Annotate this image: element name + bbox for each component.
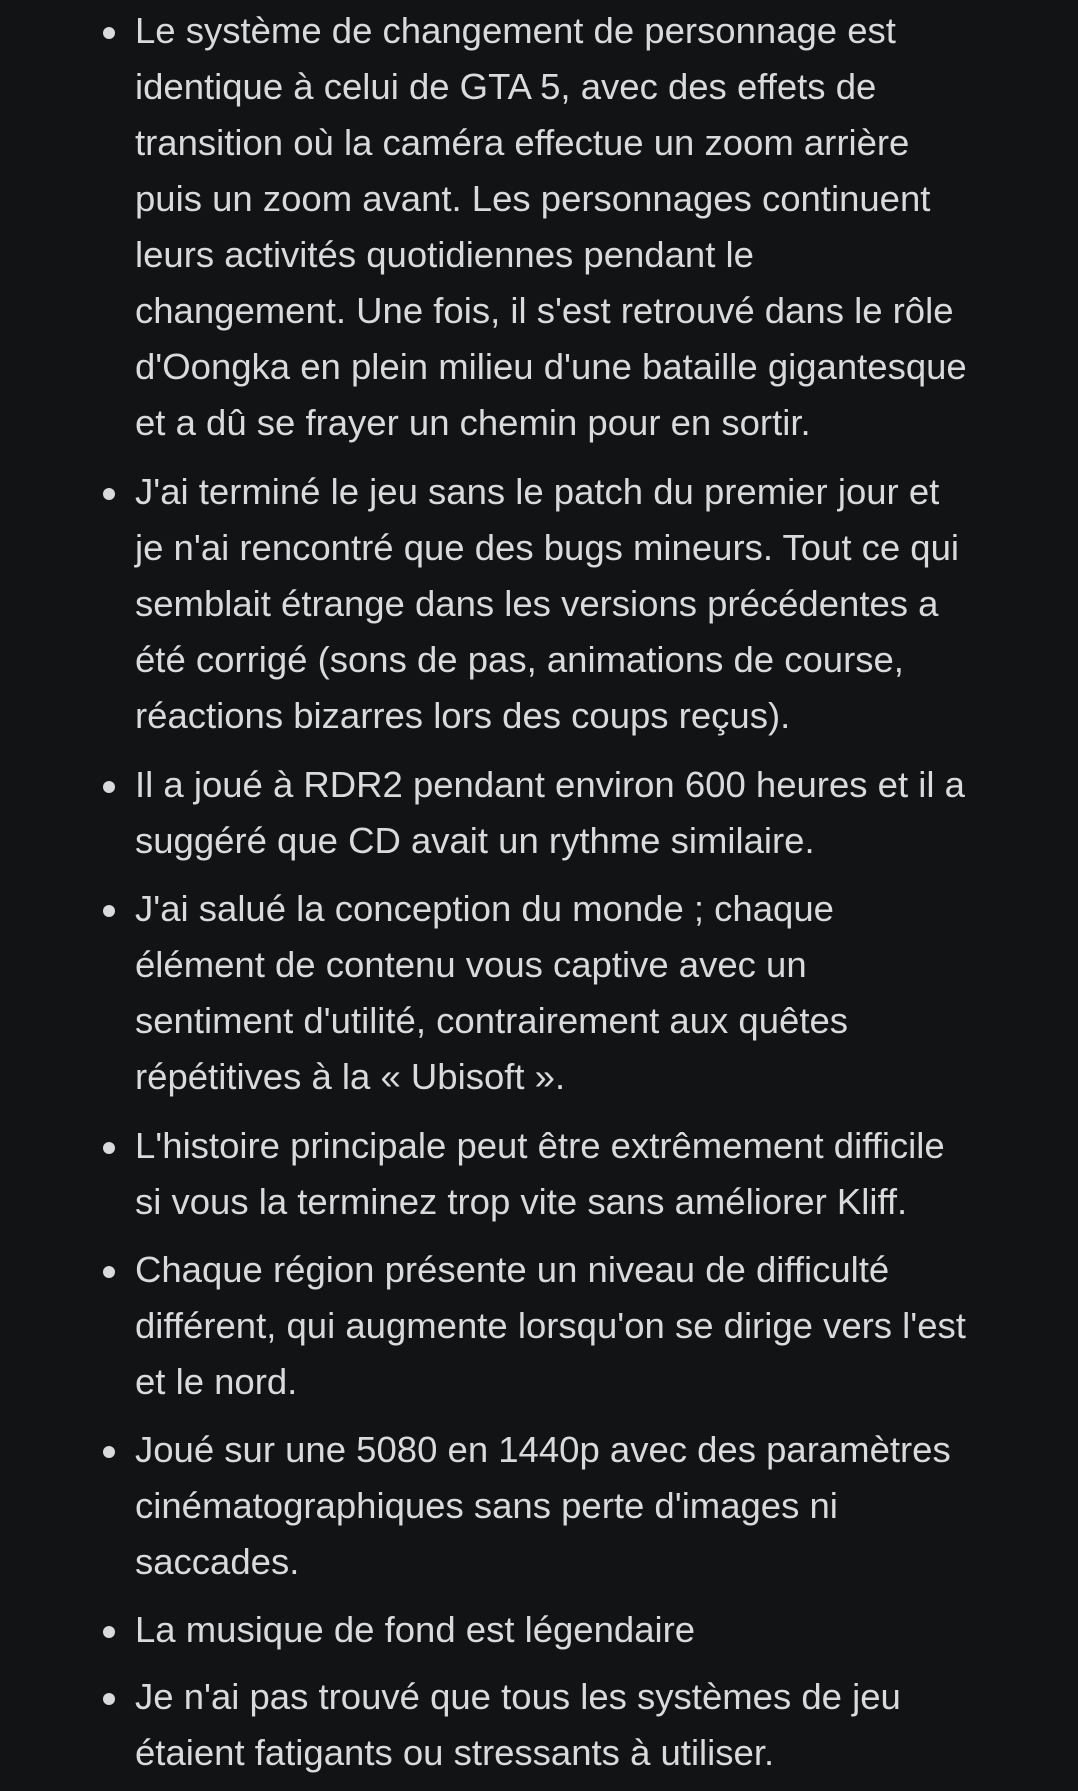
text-line: si vous la terminez trop vite sans améliorer Kliff. xyxy=(135,1181,908,1222)
bullet-dot-icon xyxy=(103,27,115,39)
list-item-text xyxy=(135,464,1035,744)
text-line: répétitives à la « Ubisoft ». xyxy=(135,1056,566,1097)
text-line: je n'ai rencontré que des bugs mineurs. Tout ce qui xyxy=(135,527,959,568)
text-line: suggéré que CD avait un rythme similaire. xyxy=(135,820,815,861)
text-line: élément de contenu vous captive avec un xyxy=(135,944,807,985)
text-line: identique à celui de GTA 5, avec des effets de xyxy=(135,66,877,107)
text-line: étaient fatigants ou stressants à utiliser. xyxy=(135,1732,775,1773)
text-line: La musique de fond est légendaire xyxy=(135,1609,696,1650)
text-line: Le système de changement de personnage est xyxy=(135,10,896,51)
text-line: Je n'ai pas trouvé que tous les systèmes de jeu xyxy=(135,1676,901,1717)
text-line: transition où la caméra effectue un zoom arrière xyxy=(135,122,910,163)
text-line: d'Oongka en plein milieu d'une bataille gigantesque xyxy=(135,346,967,387)
text-line: Chaque région présente un niveau de difficulté xyxy=(135,1249,890,1290)
list-item-text xyxy=(135,881,1035,1105)
text-line: réactions bizarres lors des coups reçus). xyxy=(135,695,791,736)
text-line: puis un zoom avant. Les personnages continuent xyxy=(135,178,931,219)
list-item-text xyxy=(135,757,1035,869)
list-item-text xyxy=(135,3,1035,451)
text-line: été corrigé (sons de pas, animations de course, xyxy=(135,639,904,680)
text-line: et le nord. xyxy=(135,1361,298,1402)
bullet-dot-icon xyxy=(103,905,115,917)
list-item-text xyxy=(135,1118,1035,1230)
text-line: J'ai salué la conception du monde ; chaque xyxy=(135,888,834,929)
list-item-text xyxy=(135,1669,1035,1781)
list-item-text xyxy=(135,1242,1035,1410)
text-line: leurs activités quotidiennes pendant le xyxy=(135,234,754,275)
bullet-dot-icon xyxy=(103,1626,115,1638)
bullet-dot-icon xyxy=(103,1142,115,1154)
text-line: semblait étrange dans les versions précédentes a xyxy=(135,583,939,624)
text-line: J'ai terminé le jeu sans le patch du premier jour et xyxy=(135,471,940,512)
text-line: saccades. xyxy=(135,1541,300,1582)
bullet-dot-icon xyxy=(103,488,115,500)
text-line: différent, qui augmente lorsqu'on se dirige vers l'est xyxy=(135,1305,966,1346)
text-line: Il a joué à RDR2 pendant environ 600 heures et il a xyxy=(135,764,965,805)
text-line: L'histoire principale peut être extrêmement difficile xyxy=(135,1125,945,1166)
text-line: Joué sur une 5080 en 1440p avec des paramètres xyxy=(135,1429,951,1470)
text-line: sentiment d'utilité, contrairement aux quêtes xyxy=(135,1000,849,1041)
text-line: cinématographiques sans perte d'images ni xyxy=(135,1485,838,1526)
bullet-dot-icon xyxy=(103,1266,115,1278)
list-item-text xyxy=(135,1422,1035,1590)
bullet-dot-icon xyxy=(103,1693,115,1705)
bullet-dot-icon xyxy=(103,781,115,793)
list-item-text xyxy=(135,1602,1035,1658)
text-line: changement. Une fois, il s'est retrouvé dans le rôle xyxy=(135,290,954,331)
text-line: et a dû se frayer un chemin pour en sortir. xyxy=(135,402,811,443)
bullet-dot-icon xyxy=(103,1446,115,1458)
